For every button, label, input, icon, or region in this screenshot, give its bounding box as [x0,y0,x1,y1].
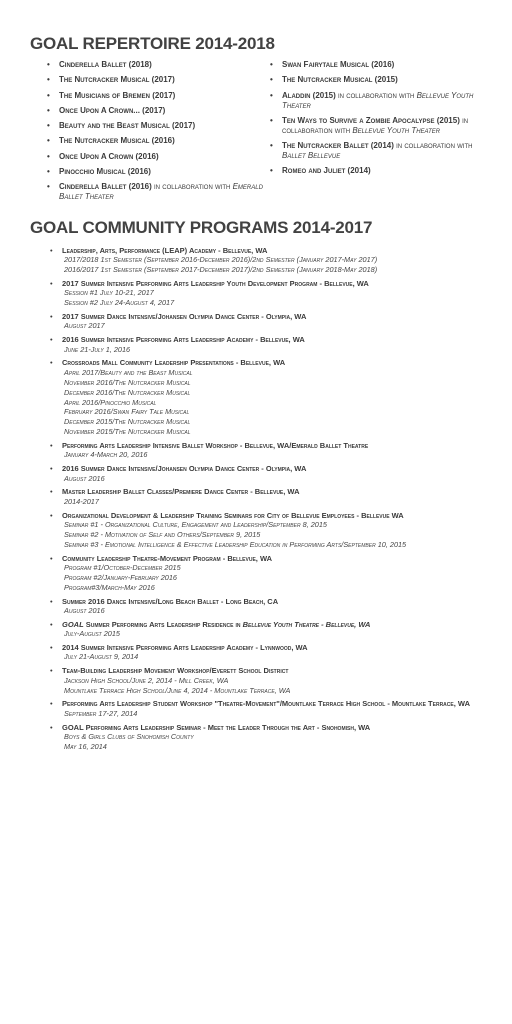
repertoire-title: Cinderella Ballet (2018) [59,60,152,69]
program-title [62,597,482,607]
repertoire-title: Once Upon A Crown (2016) [59,151,159,161]
program-title-text: 2016 Summer Intensive Performing Arts Leadership Academy - Bellevue, WA [62,335,305,345]
program-title [62,620,482,630]
program-detail: Boys & Girls Clubs of Snohomish County [64,732,194,741]
program-item [50,464,482,483]
repertoire-item [270,75,482,85]
repertoire-title: Aladdin (2015) [282,90,336,100]
repertoire-list [30,60,482,208]
program-title [62,279,482,289]
repertoire-note: in collaboration with [393,141,473,151]
repertoire-note: in collaboration with [335,90,417,100]
program-detail: November 2015/The Nutcracker Musical [64,427,191,437]
program-detail: Program #2/January-February 2016 [64,572,177,582]
program-item [50,312,482,331]
program-title [62,358,482,368]
program-title-text: Crossroads Mall Community Leadership Presentations - Bellevue, WA [62,358,286,368]
program-detail: Mountlake Terrace High School/June 4, 2014 - Mountlake Terrace, WA [64,685,291,695]
program-title [62,487,482,497]
program-item [50,511,482,550]
program-title [62,312,482,322]
program-detail: December 2016/The Nutcracker Musical [64,387,191,397]
repertoire-item [47,121,268,131]
repertoire-title: Beauty and the Beast Musical (2017) [59,121,196,131]
repertoire-item [270,141,482,161]
program-title-text: 2014 Summer Intensive Performing Arts Leadership Academy - Lynnwood, WA [62,642,308,652]
repertoire-item [270,166,482,176]
repertoire-title: Romeo and Juliet (2014) [282,166,371,176]
program-detail: 2017/2018 1st Semester (September 2016-December 2016)/2nd Semester (January 2017-May 2017) [64,255,378,265]
repertoire-title: The Nutcracker Musical (2017) [59,75,175,85]
program-item [50,620,482,639]
program-title [62,699,482,709]
program-detail: Seminar #1 - Organizational Culture, Engagement and Leadership/September 8, 2015 [64,520,327,530]
program-detail: April 2017/Beauty and the Beast Musical [64,367,193,377]
program-detail: August 2016 [64,606,105,616]
program-title-text: Performing Arts Leadership Student Workshop "Theatre-Movement"/Mountlake Terrace High School - Mountlake Terrace, WA [62,699,470,709]
program-detail: July-August 2015 [64,629,120,639]
repertoire-title: The Nutcracker Musical (2015) [282,75,398,85]
program-detail: September 17-27, 2014 [64,708,138,718]
program-detail: Session #1 July 10-21, 2017 [64,288,154,298]
repertoire-column-right [268,60,482,208]
program-title-text: Leadership, Arts, Performance (LEAP) Academy - Bellevue, WA [62,245,268,255]
program-title [62,666,482,676]
repertoire-item [47,167,268,177]
repertoire-note: in collaboration with [151,182,233,192]
program-detail: Seminar #2 - Motivation of Self and Others/September 9, 2015 [64,529,261,539]
repertoire-item [47,106,268,116]
program-item [50,335,482,354]
repertoire-item [47,152,268,162]
repertoire-title: Cinderella Ballet (2016) [59,182,152,192]
program-detail: 2016/2017 1st Semester (September 2017-December 2017)/2nd Semester (January 2018-May 2018) [64,265,378,275]
repertoire-collaborator: Bellevue Youth Theater [282,90,474,110]
program-detail: July 21-August 9, 2014 [64,652,139,662]
program-title [62,335,482,345]
programs-list [30,246,482,752]
repertoire-item [270,91,482,111]
programs-heading: GOAL COMMUNITY PROGRAMS 2014-2017 [30,217,373,237]
repertoire-item [47,182,268,202]
program-detail: June 21-July 1, 2016 [64,344,131,354]
program-title-text: 2017 Summer Intensive Performing Arts Leadership Youth Development Program - Bellevue, WA [62,278,369,288]
program-detail: August 2016 [64,473,105,483]
repertoire-note: in collaboration with [282,115,469,135]
program-title [62,246,482,256]
repertoire-heading: GOAL REPERTOIRE 2014-2018 [30,34,275,53]
program-item [50,246,482,275]
repertoire-item [270,60,482,70]
program-item [50,643,482,662]
program-title-text: 2017 Summer Dance Intensive/Johansen Olympia Dance Center - Olympia, WA [62,311,307,321]
repertoire-item [47,136,268,146]
program-item [50,597,482,616]
repertoire-item [47,60,268,70]
repertoire-title: Pinocchio Musical (2016) [59,167,151,177]
program-detail: Seminar #3 - Emotional Intelligence & Effective Leadership Education in Performing Arts/September 10, 2015 [64,539,407,549]
program-detail: Program#3/March-May 2016 [64,582,155,592]
repertoire-title: Swan Fairytale Musical (2016) [282,60,395,69]
program-title [62,511,482,521]
program-detail: November 2016/The Nutcracker Musical [64,377,191,387]
repertoire-collaborator: Emerald Ballet Theater [59,182,263,202]
program-detail: August 2017 [64,321,105,331]
program-title [62,554,482,564]
repertoire-title: The Nutcracker Musical (2016) [59,136,175,146]
repertoire-title: Once Upon A Crown... (2017) [59,105,166,115]
repertoire-collaborator: Ballet Bellevue [282,151,341,161]
program-detail: April 2016/Pinocchio Musical [64,397,157,407]
program-title [62,464,482,474]
program-item [50,554,482,593]
program-title [62,643,482,653]
program-title-text: Team-Building Leadership Movement Workshop/Everett School District [62,666,289,676]
program-item [50,441,482,460]
program-detail: May 16, 2014 [64,741,107,751]
repertoire-item [47,91,268,101]
program-item [50,358,482,437]
program-title-text: 2016 Summer Dance Intensive/Johansen Olympia Dance Center - Olympia, WA [62,464,307,474]
repertoire-collaborator: Bellevue Youth Theater [352,125,441,135]
program-detail: Program #1/October-December 2015 [64,563,181,573]
program-detail: February 2016/Swan Fairy Tale Musical [64,407,190,417]
program-detail: Jackson High School/June 2, 2014 - Mill Creek, WA [64,675,229,685]
repertoire-title: Ten Ways to Survive a Zombie Apocalypse (2015) [282,115,460,125]
program-title [62,723,482,733]
program-title-emphasis: GOAL [62,619,84,629]
program-title-text: Summer Performing Arts Leadership Residence in [83,619,243,629]
program-title-text: Community Leadership Theatre-Movement Program - Bellevue, WA [62,553,273,563]
program-item [50,666,482,695]
program-title-text: Master Leadership Ballet Classes/Premiere Dance Center - Bellevue, WA [62,487,300,497]
program-item [50,699,482,718]
program-title [62,441,482,451]
program-title-text: Summer 2016 Dance Intensive/Long Beach Ballet - Long Beach, CA [62,596,279,606]
repertoire-item [47,75,268,85]
repertoire-title: The Musicians of Bremen (2017) [59,90,176,100]
program-detail: December 2015/The Nutcracker Musical [64,417,191,427]
program-title-text: GOAL Performing Arts Leadership Seminar - Meet the Leader Through the Art - Snohomish, WA [62,722,371,732]
repertoire-item [270,116,482,136]
program-item [50,279,482,308]
repertoire-column-left [30,60,268,208]
program-detail: 2014-2017 [64,496,99,506]
repertoire-title: The Nutcracker Ballet (2014) [282,141,394,151]
program-item [50,487,482,506]
program-title-text: Performing Arts Leadership Intensive Ballet Workshop - Bellevue, WA/Emerald Ballet Theatre [62,440,369,450]
program-title-text: Organizational Development & Leadership Training Seminars for City of Bellevue Employees - Bellevue WA [62,510,404,520]
program-detail: January 4-March 20, 2016 [64,450,148,460]
program-item [50,723,482,752]
program-detail: Session #2 July 24-August 4, 2017 [64,298,175,308]
program-venue: Bellevue Youth Theatre - Bellevue, WA [242,619,371,629]
